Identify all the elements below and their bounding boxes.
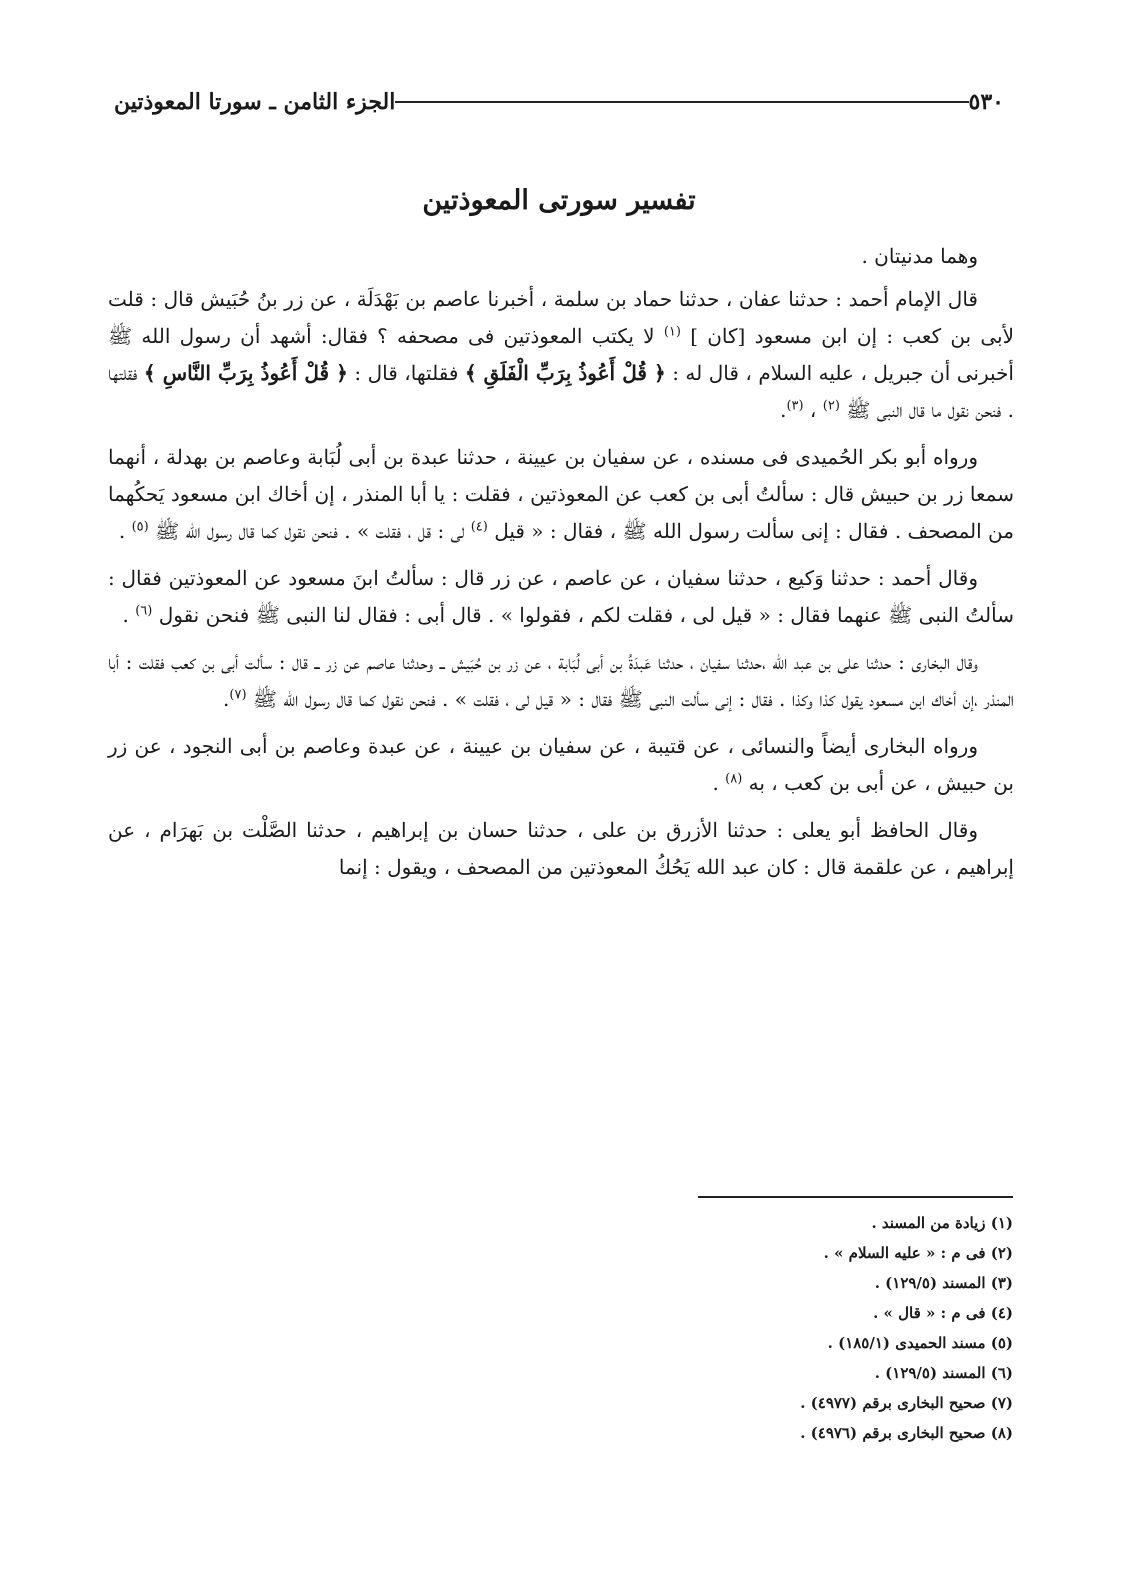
text-run: . (122, 603, 136, 627)
running-header (100, 82, 1018, 122)
body-paragraph (108, 281, 1014, 429)
quran-quote: ﴿ قُلْ أَعُوذُ بِرَبِّ النَّاسِ ﴾ (143, 361, 348, 385)
text-run: لا يكتب المعوذتين فى مصحفه ؟ فقال: أشهد أن رسول الله ﷺ أخبرنى أن جبريل ، عليه السلام ، قال له : (108, 324, 1014, 385)
footnote-item: (٨) صحيح البخارى برقم (٤٩٧٦) . (800, 1424, 1013, 1442)
text-run: فقلتها، قال : (347, 361, 465, 385)
text-run: ، (803, 398, 823, 422)
footnote-marker: (١) (663, 324, 681, 340)
footnote-item: (٦) المسند (١٢٩/٥) . (874, 1364, 1013, 1382)
footnote-item: (٣) المسند (١٢٩/٥) . (874, 1274, 1013, 1292)
footnote-item: (٧) صحيح البخارى برقم (٤٩٧٧) . (800, 1394, 1013, 1412)
footnote-marker: (٨) (725, 771, 743, 787)
footnote-marker: (٢) (822, 398, 840, 414)
text-run: وقال البخارى : حدثنا على بن عبد الله ،حدثنا سفيان ، حدثنا عَبدَةُ بن أبى لُبَابة ، عن زر بن حُبَيش ــ وحدثنا عاصم عن زر ــ قال : سألت أبى بن كعب فقلت : أبا المنذر ،إن أخاك ابن مسعود يقول كذا وكذا . فقال : إنى سألت النبى ﷺ فقال : « قيل لى ، فقلت » . فنحن نقول كما قال رسول الله ﷺ (108, 650, 1014, 711)
text-run: لى : قل ، فقلت » . فنحن نقول كما قال رسول الله ﷺ (148, 519, 471, 543)
body-text (108, 238, 1014, 896)
footnote-item: (٤) فى م : « قال » . (873, 1304, 1013, 1322)
text-run: فقلتها . فنحن نقول ما قال النبى ﷺ (108, 361, 1014, 422)
footnote-marker: (٣) (786, 398, 804, 414)
footnote-marker: (٧) (229, 687, 247, 703)
body-paragraph (108, 439, 1014, 550)
text-run: . (712, 771, 726, 795)
footnote-item: (٥) مسند الحميدى (١٨٥/١) . (827, 1334, 1013, 1352)
footnote-item: (١) زيادة من المسند . (871, 1214, 1013, 1232)
body-paragraph (108, 644, 1014, 718)
body-paragraph (108, 560, 1014, 634)
text-run: وقال أحمد : حدثنا وَكيع ، حدثنا سفيان ، عن عاصم ، عن زر قال : سألتُ ابنَ مسعود عن المعوذتين فقال : سألتُ النبى ﷺ عنهما فقال : « قيل لى ، فقلت لكم ، فقولوا » . قال أبى : فقال لنا النبى ﷺ فنحن نقول (108, 566, 1014, 627)
footnote-marker: (٤) (470, 519, 488, 535)
text-run: وهما مدنيتان . (861, 244, 978, 268)
quran-quote: ﴿ قُلْ أَعُوذُ بِرَبِّ الْفَلَقِ ﴾ (464, 361, 666, 385)
body-paragraph (108, 238, 1014, 275)
text-run: ورواه البخارى أيضاً والنسائى ، عن قتيبة ، عن سفيان بن عيينة ، عن عبدة وعاصم بن أبى النجود ، عن زر بن حبيش ، عن أبى بن كعب ، به (108, 734, 1014, 795)
footnote-marker: (٦) (135, 603, 153, 619)
chapter-title: تفسير سورتى المعوذتين (422, 185, 696, 216)
body-paragraph (108, 728, 1014, 802)
body-paragraph (108, 812, 1014, 886)
running-title: الجزء الثامن ـ سورتا المعوذتين (114, 89, 396, 115)
text-run: . (223, 687, 230, 711)
text-run: ورواه أبو بكر الحُميدى فى مسنده ، عن سفيان بن عيينة ، حدثنا عبدة بن أبى لُبَابة وعاصم بن بهدلة ، أنهما سمعا زر بن حبيش قال : سألتُ أبى بن كعب عن المعوذتين ، فقلت : يا أبا المنذر ، إن أخاك ابن مسعود يَحكُهما من المصحف . فقال : إنى سألت رسول الله ﷺ ، فقال : « قيل (108, 445, 1014, 543)
footnotes (620, 1208, 1013, 1448)
page-number: ٥٣٠ (968, 89, 1004, 115)
text-run: قال الإمام أحمد : حدثنا عفان ، حدثنا حماد بن سلمة ، أخبرنا عاصم بن بَهْدَلَة ، عن زر بنُ حُبَيش قال : قلت لأبى بن كعب : إن ابن مسعود [كان ] (108, 287, 1014, 348)
text-run: . (780, 398, 787, 422)
footnote-marker: (٥) (131, 519, 149, 535)
text-run: وقال الحافظ أبو يعلى : حدثنا الأزرق بن على ، حدثنا حسان بن إبراهيم ، حدثنا الصَّلْت بن بَهرَام ، عن إبراهيم ، عن علقمة قال : كان عبد الله يَحُكُ المعوذتين من المصحف ، ويقول : إنما (108, 818, 1014, 879)
text-run: . (118, 519, 132, 543)
footnote-rule (698, 1196, 1013, 1198)
footnote-item: (٢) فى م : « عليه السلام » . (823, 1244, 1013, 1262)
header-rule (395, 101, 968, 103)
